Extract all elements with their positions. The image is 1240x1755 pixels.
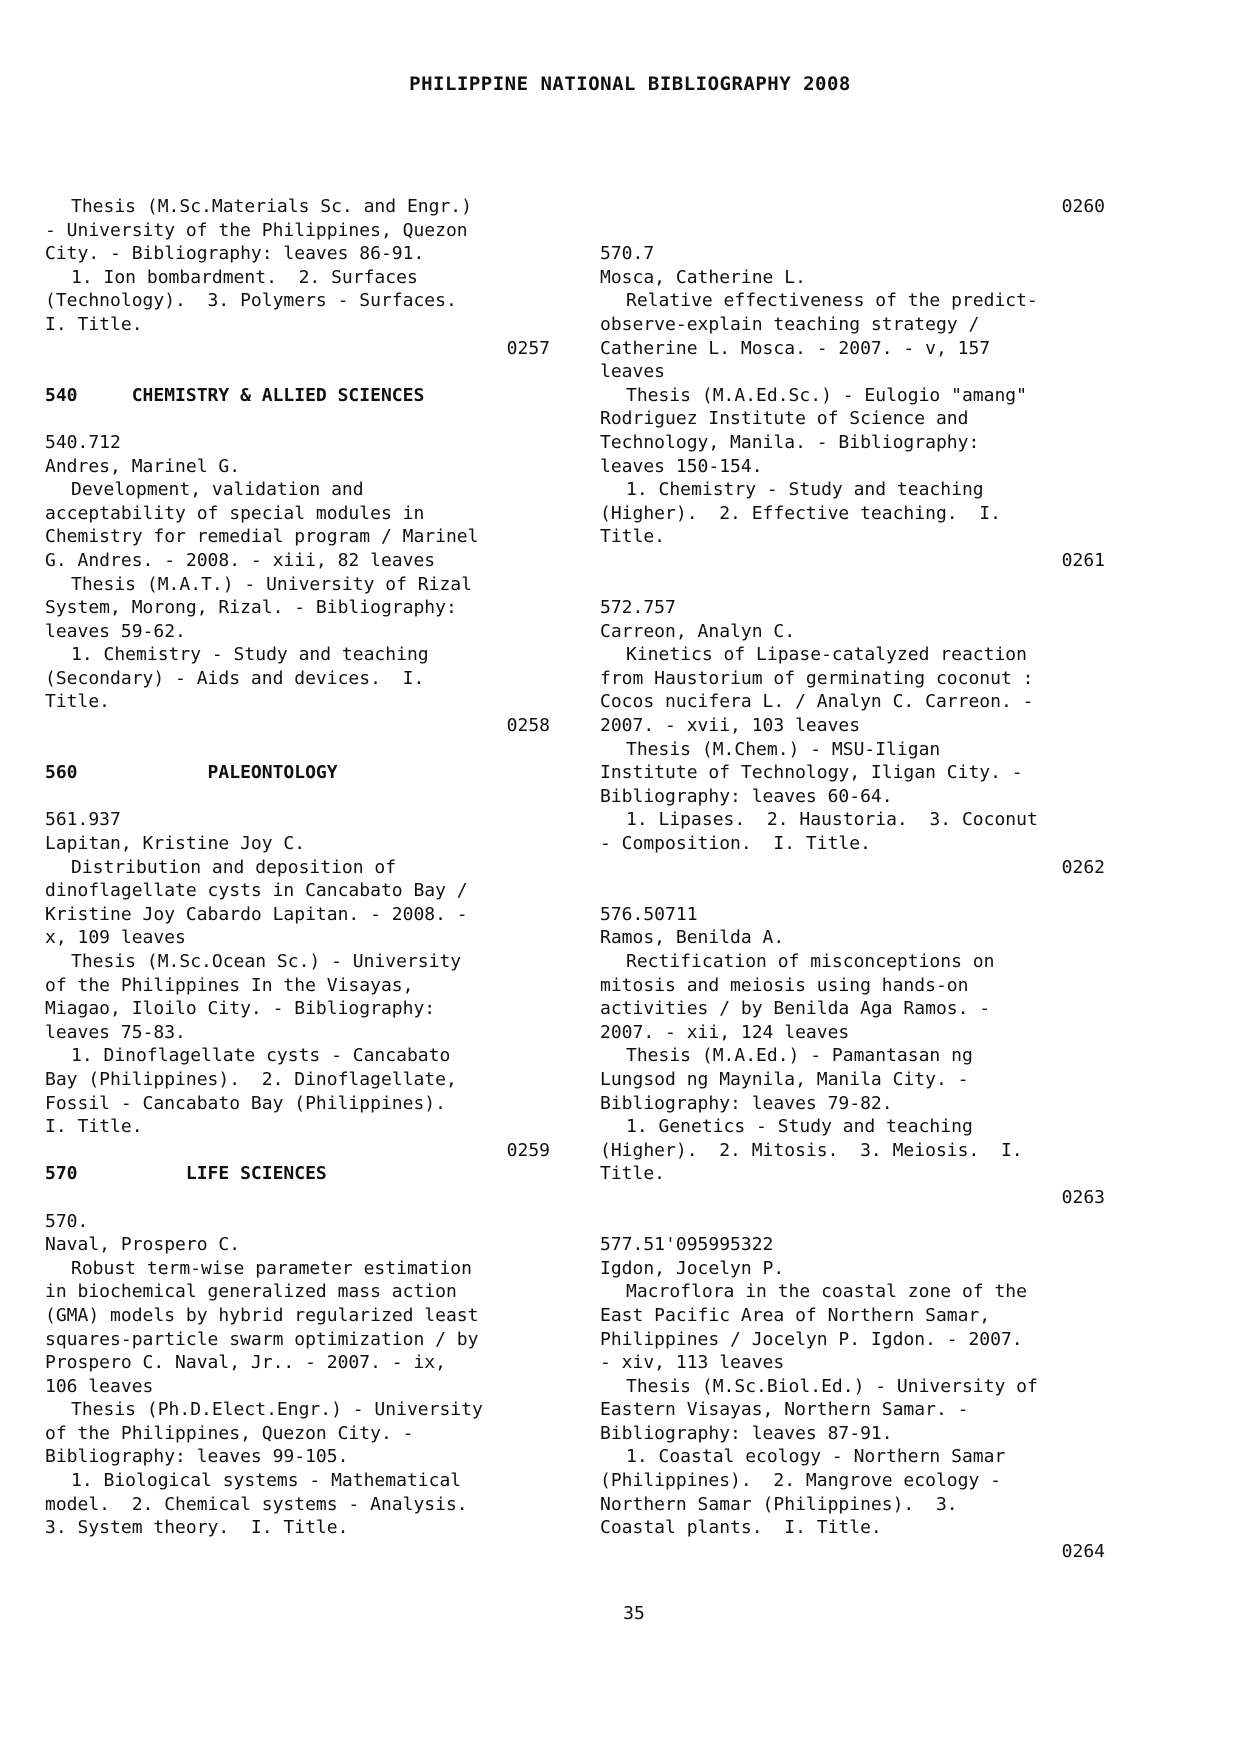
entry-line: Macroflora in the coastal zone of the	[626, 1281, 1027, 1303]
entry-number: 0259	[506, 1139, 550, 1161]
entry-line: East Pacific Area of Northern Samar,	[600, 1304, 991, 1326]
entry-line: System, Morong, Rizal. - Bibliography:	[45, 597, 457, 619]
blank-line	[600, 219, 1105, 243]
entry-line: leaves 59-62.	[45, 620, 186, 642]
entry-line: 1. Chemistry - Study and teaching	[71, 644, 429, 666]
entry-line: 1. Biological systems - Mathematical	[71, 1470, 462, 1492]
entry-line: from Haustorium of germinating coconut :	[600, 667, 1034, 689]
section-heading: 540 CHEMISTRY & ALLIED SCIENCES	[45, 384, 425, 406]
entry-line: Bay (Philippines). 2. Dinoflagellate,	[45, 1068, 457, 1090]
entry-line: 577.51'095995322	[600, 1234, 774, 1256]
entry-line: in biochemical generalized mass action	[45, 1281, 457, 1303]
entry-line: Cocos nucifera L. / Analyn C. Carreon. -	[600, 691, 1034, 713]
entry-line: (Philippines). 2. Mangrove ecology -	[600, 1470, 1001, 1492]
entry-line: Development, validation and	[71, 479, 364, 501]
entry-line: 1. Chemistry - Study and teaching	[626, 479, 984, 501]
blank-line	[45, 785, 550, 809]
entry-line: observe-explain teaching strategy /	[600, 313, 980, 335]
entry-line: Prospero C. Naval, Jr.. - 2007. - ix,	[45, 1352, 446, 1374]
blank-line	[600, 879, 1105, 903]
entry-line: Catherine L. Mosca. - 2007. - v, 157	[600, 337, 991, 359]
entry-line: Bibliography: leaves 79-82.	[600, 1092, 893, 1114]
entry-line: Title.	[45, 691, 111, 713]
entry-line: City. - Bibliography: leaves 86-91.	[45, 243, 425, 265]
entry-line: of the Philippines, Quezon City. -	[45, 1422, 414, 1444]
entry-number: 0260	[1061, 196, 1105, 217]
entry-line: activities / by Benilda Aga Ramos. -	[600, 998, 991, 1020]
entry-line: Title.	[600, 1163, 666, 1185]
entry-line: 106 leaves	[45, 1375, 154, 1397]
entry-line: Coastal plants. I. Title.	[600, 1517, 882, 1539]
entry-line: Robust term-wise parameter estimation	[71, 1257, 472, 1279]
entry-line: Mosca, Catherine L.	[600, 266, 806, 288]
blank-line	[45, 407, 550, 431]
entry-line: Bibliography: leaves 60-64.	[600, 785, 893, 807]
entry-line: (Secondary) - Aids and devices. I.	[45, 667, 425, 689]
entry-line: Rodriguez Institute of Science and	[600, 408, 969, 430]
entry-number: 0263	[1061, 1186, 1105, 1208]
blank-line	[45, 1186, 550, 1210]
entry-line: Kinetics of Lipase-catalyzed reaction	[626, 644, 1027, 666]
entry-line: Relative effectiveness of the predict-	[626, 290, 1038, 312]
entry-number: 0258	[506, 715, 550, 737]
entry-line: Thesis (M.Sc.Materials Sc. and Engr.)	[71, 196, 472, 217]
entry-number: 0257	[506, 337, 550, 359]
entry-line: Institute of Technology, Iligan City. -	[600, 762, 1023, 784]
entry-line: 1. Genetics - Study and teaching	[626, 1116, 973, 1138]
entry-line: Chemistry for remedial program / Marinel	[45, 526, 479, 548]
entry-line: G. Andres. - 2008. - xiii, 82 leaves	[45, 549, 436, 571]
entry-line: Ramos, Benilda A.	[600, 927, 785, 949]
entry-line: I. Title.	[45, 1116, 143, 1138]
entry-line: Distribution and deposition of	[71, 856, 397, 878]
entry-line: 2007. - xii, 124 leaves	[600, 1021, 850, 1043]
page-header: PHILIPPINE NATIONAL BIBLIOGRAPHY 2008	[409, 73, 851, 95]
entry-line: 2007. - xvii, 103 leaves	[600, 715, 861, 737]
entry-number: 0264	[1061, 1540, 1105, 1562]
entry-line: Thesis (M.A.T.) - University of Rizal	[71, 573, 472, 595]
entry-line: I. Title.	[45, 313, 143, 335]
entry-line: Thesis (M.A.Ed.Sc.) - Eulogio "amang"	[626, 384, 1027, 406]
entry-line: Eastern Visayas, Northern Samar. -	[600, 1399, 969, 1421]
entry-line: - University of the Philippines, Quezon	[45, 219, 468, 241]
entry-line: - Composition. I. Title.	[600, 833, 871, 855]
entry-line: x, 109 leaves	[45, 927, 186, 949]
entry-line: Thesis (Ph.D.Elect.Engr.) - University	[71, 1399, 483, 1421]
entry-line: 3. System theory. I. Title.	[45, 1517, 349, 1539]
entry-line: 1. Coastal ecology - Northern Samar	[626, 1446, 1006, 1468]
entry-line: Andres, Marinel G.	[45, 455, 241, 477]
entry-line: 570.7	[600, 243, 655, 265]
entry-line: 576.50711	[600, 903, 698, 925]
entry-line: leaves	[600, 361, 666, 383]
blank-line	[600, 573, 1105, 597]
section-heading: 560 PALEONTOLOGY	[45, 762, 338, 784]
entry-line: Lungsod ng Maynila, Manila City. -	[600, 1068, 969, 1090]
entry-line: Carreon, Analyn C.	[600, 620, 796, 642]
entry-line: 570.	[45, 1210, 89, 1232]
entry-line: Fossil - Cancabato Bay (Philippines).	[45, 1092, 446, 1114]
blank-line	[45, 360, 550, 384]
entry-line: leaves 75-83.	[45, 1021, 186, 1043]
entry-line: 1. Ion bombardment. 2. Surfaces	[71, 266, 418, 288]
entry-line: Igdon, Jocelyn P.	[600, 1257, 785, 1279]
entry-line: model. 2. Chemical systems - Analysis.	[45, 1493, 468, 1515]
entry-line: Rectification of misconceptions on	[626, 951, 995, 972]
entry-line: Thesis (M.A.Ed.) - Pamantasan ng	[626, 1045, 973, 1067]
entry-line: 540.712	[45, 431, 121, 453]
right-column	[600, 195, 1105, 1563]
entry-line: 1. Dinoflagellate cysts - Cancabato	[71, 1045, 451, 1067]
entry-line: dinoflagellate cysts in Cancabato Bay /	[45, 880, 468, 902]
entry-line: (Higher). 2. Mitosis. 3. Meiosis. I.	[600, 1139, 1023, 1161]
entry-line: 1. Lipases. 2. Haustoria. 3. Coconut	[626, 809, 1038, 831]
entry-line: Thesis (M.Sc.Ocean Sc.) - University	[71, 951, 462, 972]
blank-line	[600, 1210, 1105, 1234]
entry-line: 572.757	[600, 597, 676, 619]
entry-line: (Higher). 2. Effective teaching. I.	[600, 502, 1001, 524]
entry-line: (GMA) models by hybrid regularized least	[45, 1304, 479, 1326]
entry-line: Technology, Manila. - Bibliography:	[600, 431, 980, 453]
left-column	[45, 195, 550, 1540]
entry-line: Northern Samar (Philippines). 3.	[600, 1493, 958, 1515]
entry-line: squares-particle swarm optimization / by	[45, 1328, 479, 1350]
blank-line	[45, 738, 550, 762]
entry-line: - xiv, 113 leaves	[600, 1352, 785, 1374]
entry-line: Thesis (M.Sc.Biol.Ed.) - University of	[626, 1375, 1038, 1397]
page-number: 35	[623, 1603, 645, 1624]
entry-line: Title.	[600, 526, 666, 548]
entry-line: Philippines / Jocelyn P. Igdon. - 2007.	[600, 1328, 1023, 1350]
entry-line: Miagao, Iloilo City. - Bibliography:	[45, 998, 436, 1020]
entry-line: of the Philippines In the Visayas,	[45, 974, 414, 996]
entry-line: 561.937	[45, 809, 121, 831]
entry-number: 0262	[1061, 856, 1105, 878]
entry-line: (Technology). 3. Polymers - Surfaces.	[45, 290, 457, 312]
section-heading: 570 LIFE SCIENCES	[45, 1163, 327, 1185]
entry-line: acceptability of special modules in	[45, 502, 425, 524]
entry-line: Bibliography: leaves 99-105.	[45, 1446, 349, 1468]
entry-line: Kristine Joy Cabardo Lapitan. - 2008. -	[45, 903, 468, 925]
entry-line: leaves 150-154.	[600, 455, 763, 477]
entry-line: Bibliography: leaves 87-91.	[600, 1422, 893, 1444]
entry-number: 0261	[1061, 549, 1105, 571]
entry-line: Thesis (M.Chem.) - MSU-Iligan	[626, 738, 941, 760]
entry-line: Naval, Prospero C.	[45, 1234, 241, 1256]
entry-line: mitosis and meiosis using hands-on	[600, 974, 969, 996]
entry-line: Lapitan, Kristine Joy C.	[45, 833, 306, 855]
